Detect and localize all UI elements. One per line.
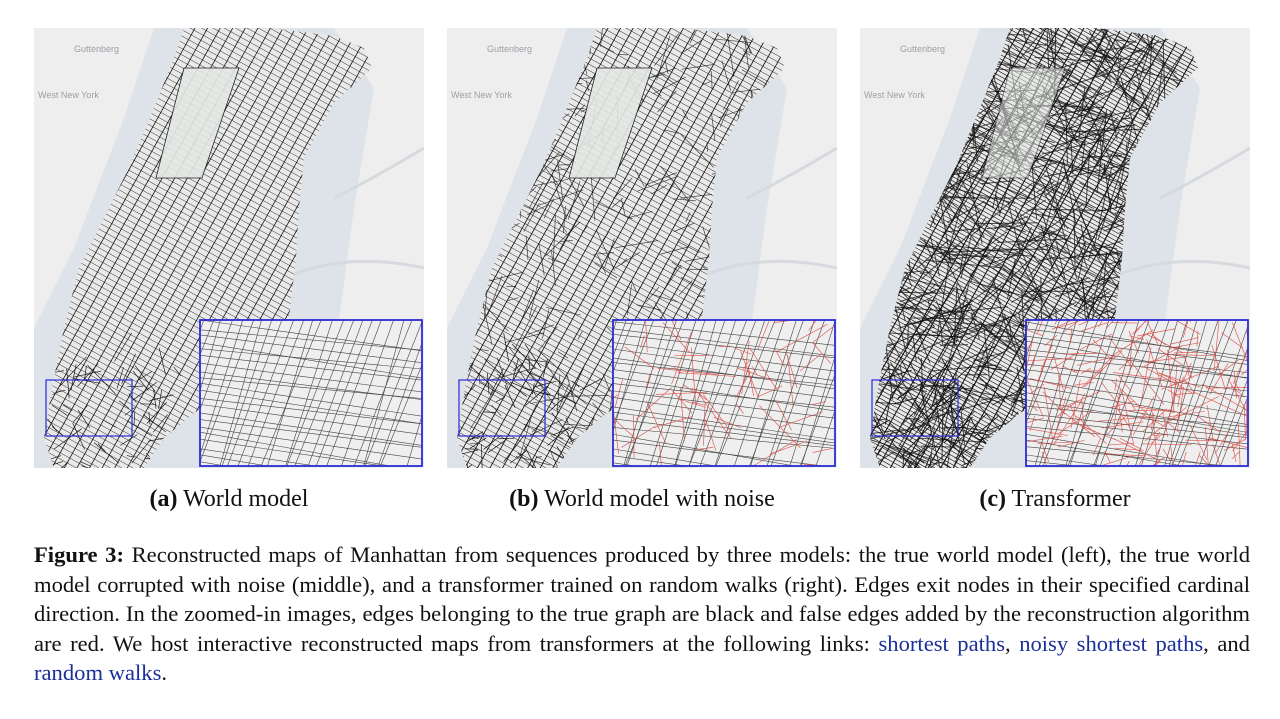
caption-end: . bbox=[161, 660, 168, 685]
map-label-top: Guttenberg bbox=[487, 44, 533, 54]
caption-separator-2: , and bbox=[1203, 630, 1250, 656]
map-panel-world-model bbox=[34, 28, 424, 468]
map-panel-world-model-noise bbox=[447, 28, 837, 468]
caption-text: Reconstructed maps of Manhattan from sequences produced by three models: the true world model (left), the true world model corrupted with noise (middle), and a transformer trained on random walks (right). Edges exit nodes in their specified cardinal direction. In the zoomed-in images, edges belonging to the true graph are black and false edges added by the reconstruction algorithm are red. We host interactive reconstructed maps from transformers at the following links: bbox=[34, 542, 1250, 656]
map-label-left: West New York bbox=[38, 90, 99, 100]
subfigure-label-c bbox=[860, 484, 1250, 514]
caption-separator-1: , bbox=[1005, 630, 1011, 656]
link-shortest-paths[interactable]: shortest paths bbox=[878, 630, 1005, 656]
map-transformer bbox=[860, 28, 1250, 468]
subfigure-label-b bbox=[447, 484, 837, 514]
caption-label: Figure 3: bbox=[34, 542, 124, 567]
map-label-left: West New York bbox=[451, 90, 512, 100]
subfigure-letter-b: (b) bbox=[509, 486, 539, 512]
subfigure-title-a: World model bbox=[183, 486, 309, 512]
subfigure-title-c: Transformer bbox=[1011, 486, 1131, 512]
map-world-model bbox=[34, 28, 424, 468]
map-panel-transformer bbox=[860, 28, 1250, 468]
link-random-walks[interactable]: random walks bbox=[34, 660, 162, 685]
map-world-model-with-noise bbox=[447, 28, 837, 468]
link-noisy-shortest-paths[interactable]: noisy shortest paths bbox=[1019, 630, 1204, 656]
map-label-top: Guttenberg bbox=[74, 44, 120, 54]
subfigure-label-a bbox=[34, 484, 424, 514]
subfigure-letter-c: (c) bbox=[979, 486, 1006, 512]
map-label-left: West New York bbox=[864, 90, 925, 100]
subfigure-title-b: World model with noise bbox=[544, 486, 775, 512]
map-label-top: Guttenberg bbox=[900, 44, 946, 54]
figure-caption bbox=[34, 540, 1250, 688]
subfigure-letter-a: (a) bbox=[149, 486, 178, 512]
